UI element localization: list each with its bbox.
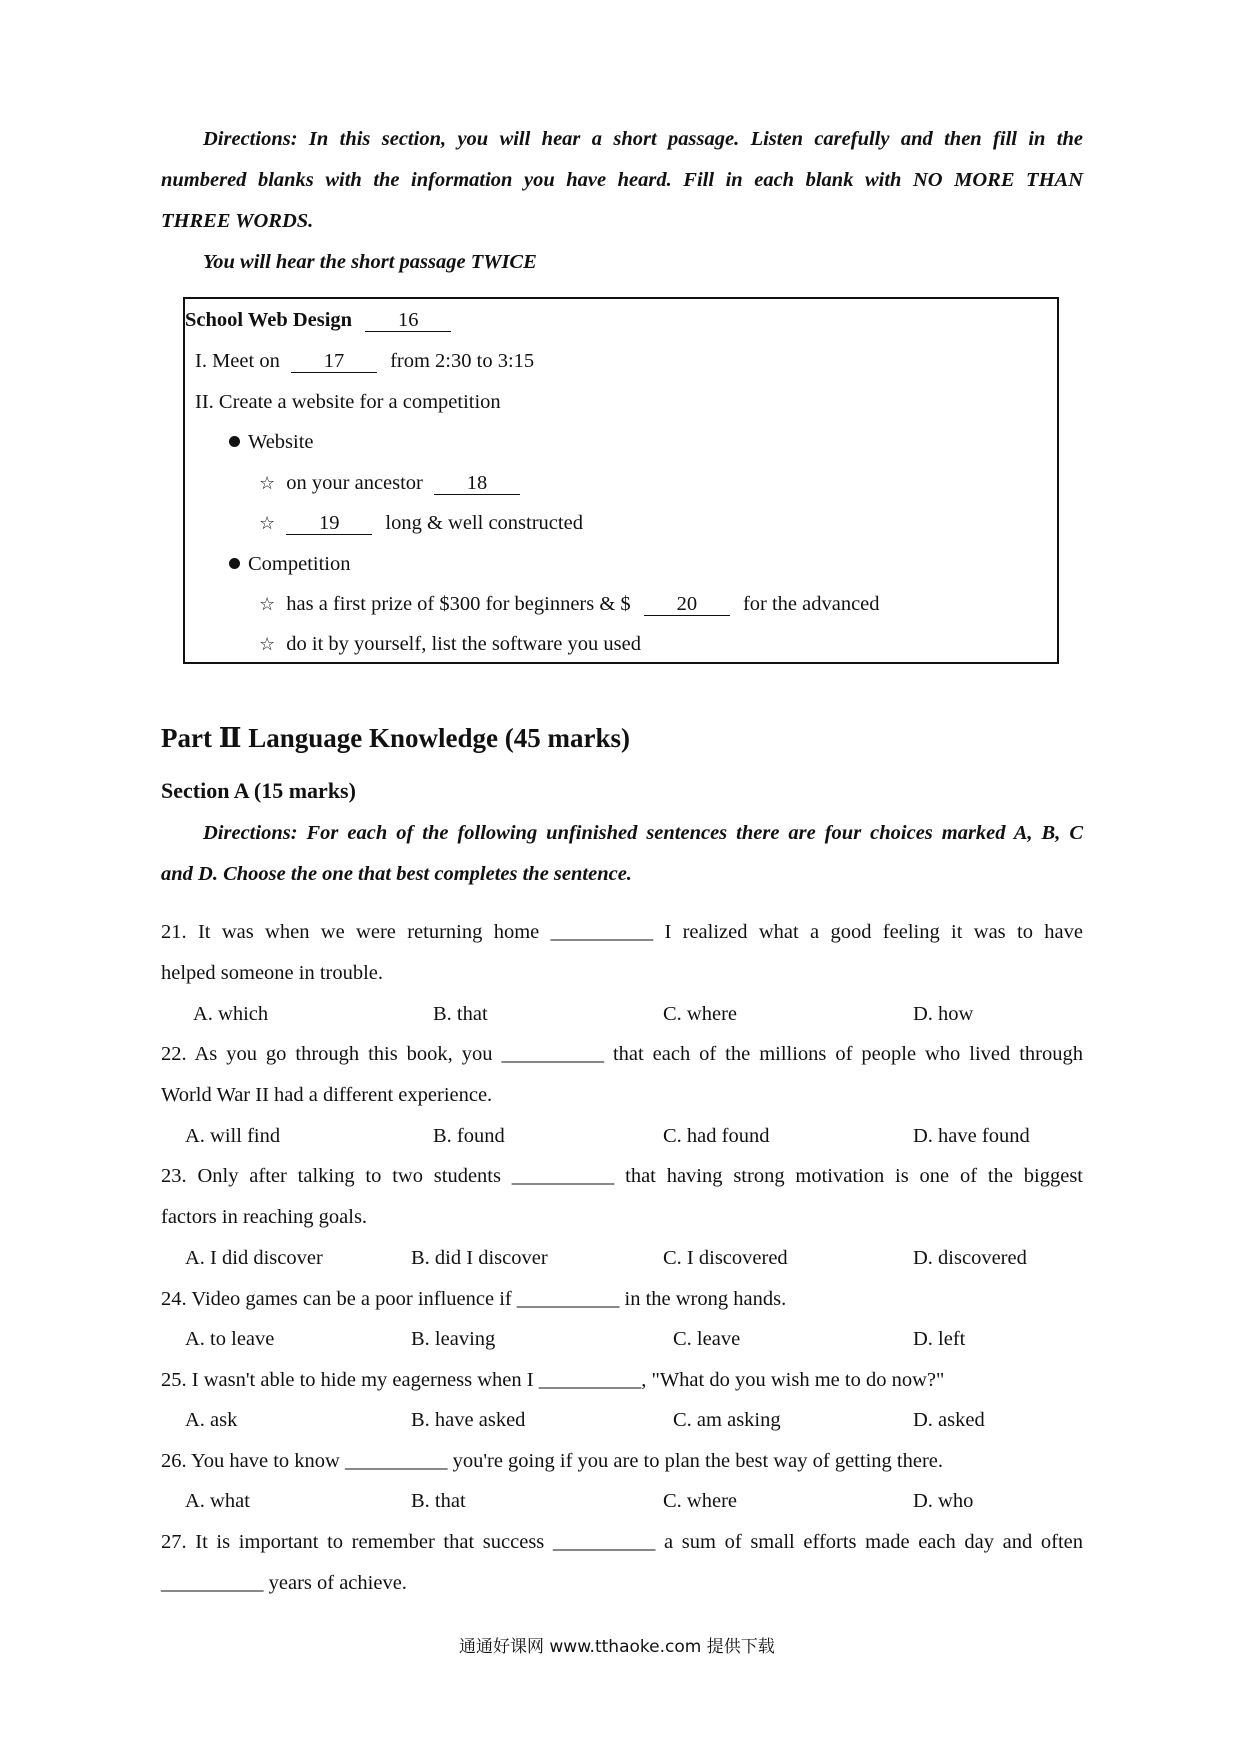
question-25-line1: 25. I wasn't able to hide my eagerness when I __________, "What do you wish me to do now?": [161, 1369, 945, 1391]
star-icon: ☆: [259, 513, 276, 534]
notes-website-line-1: [259, 470, 520, 497]
option-24-d[interactable]: D. left: [913, 1328, 966, 1350]
bullet-icon: [229, 436, 240, 447]
website-label: Website: [248, 431, 314, 453]
option-22-c[interactable]: C. had found: [663, 1125, 770, 1147]
question-21-line2: helped someone in trouble.: [161, 962, 384, 984]
option-26-c[interactable]: C. where: [663, 1490, 738, 1512]
part2-directions-line1: Directions: For each of the following unfinished sentences there are four choices marked A, B, C: [203, 822, 1083, 844]
question-26-line1: 26. You have to know __________ you're going if you are to plan the best way of getting there.: [161, 1450, 943, 1472]
website-line-2-suffix: long & well constructed: [385, 512, 583, 534]
option-21-b[interactable]: B. that: [433, 1003, 488, 1025]
question-22-line2: World War II had a different experience.: [161, 1084, 493, 1106]
option-21-c[interactable]: C. where: [663, 1003, 738, 1025]
notes-website-line-2: [259, 510, 583, 537]
page-footer: 通通好课网 www.tthaoke.com 提供下载: [459, 1637, 775, 1657]
option-25-a[interactable]: A. ask: [185, 1409, 238, 1431]
question-24-line1: 24. Video games can be a poor influence if __________ in the wrong hands.: [161, 1288, 787, 1310]
option-21-a[interactable]: A. which: [193, 1003, 269, 1025]
star-icon: ☆: [259, 473, 276, 494]
competition-line-1-prefix: has a first prize of $300 for beginners & $: [286, 593, 631, 615]
listening-directions-line3: THREE WORDS.: [161, 210, 314, 232]
option-24-a[interactable]: A. to leave: [185, 1328, 275, 1350]
notes-item-1-prefix: I. Meet on: [195, 350, 280, 372]
option-23-a[interactable]: A. I did discover: [185, 1247, 323, 1269]
question-22-line1: 22. As you go through this book, you __________ that each of the millions of people who lived through: [161, 1043, 1083, 1065]
option-23-c[interactable]: C. I discovered: [663, 1247, 788, 1269]
question-27-line1: 27. It is important to remember that success __________ a sum of small efforts made each day and often: [161, 1531, 1083, 1553]
question-23-line1: 23. Only after talking to two students __________ that having strong motivation is one of the biggest: [161, 1165, 1083, 1187]
part2-directions-line2: and D. Choose the one that best completes the sentence.: [161, 863, 632, 885]
option-22-a[interactable]: A. will find: [185, 1125, 281, 1147]
notes-competition-heading: [229, 551, 351, 577]
option-22-d[interactable]: D. have found: [913, 1125, 1030, 1147]
option-24-c[interactable]: C. leave: [673, 1328, 741, 1350]
notes-title: [185, 307, 451, 333]
answer-blank-19[interactable]: 19: [286, 512, 372, 535]
option-23-d[interactable]: D. discovered: [913, 1247, 1027, 1269]
notes-website-heading: [229, 429, 314, 455]
question-23-line2: factors in reaching goals.: [161, 1206, 368, 1228]
option-24-b[interactable]: B. leaving: [411, 1328, 496, 1350]
option-26-b[interactable]: B. that: [411, 1490, 466, 1512]
answer-blank-20[interactable]: 20: [644, 593, 730, 616]
competition-line-1-suffix: for the advanced: [742, 593, 880, 615]
website-line-1-prefix: on your ancestor: [286, 472, 423, 494]
question-21-line1: 21. It was when we were returning home __________ I realized what a good feeling it was to have: [161, 921, 1083, 943]
option-21-d[interactable]: D. how: [913, 1003, 974, 1025]
section-a-heading: Section A (15 marks): [161, 778, 356, 803]
competition-line-2-text: do it by yourself, list the software you used: [286, 633, 641, 655]
option-22-b[interactable]: B. found: [433, 1125, 505, 1147]
listening-directions-line1: Directions: In this section, you will hear a short passage. Listen carefully and then fill in the: [203, 128, 1083, 150]
answer-blank-17[interactable]: 17: [291, 350, 377, 373]
notes-item-1-suffix: from 2:30 to 3:15: [390, 350, 535, 372]
notes-competition-line-2: [259, 631, 641, 658]
option-25-b[interactable]: B. have asked: [411, 1409, 526, 1431]
listening-directions-line2: numbered blanks with the information you have heard. Fill in each blank with NO MORE THAN: [161, 169, 1083, 191]
notes-item-2: II. Create a website for a competition: [195, 391, 501, 413]
option-23-b[interactable]: B. did I discover: [411, 1247, 548, 1269]
competition-label: Competition: [248, 553, 351, 575]
option-25-c[interactable]: C. am asking: [673, 1409, 781, 1431]
notes-item-1: [195, 348, 534, 374]
option-25-d[interactable]: D. asked: [913, 1409, 985, 1431]
option-26-a[interactable]: A. what: [185, 1490, 250, 1512]
part-heading: Part Ⅱ Language Knowledge (45 marks): [161, 723, 630, 753]
star-icon: ☆: [259, 594, 276, 615]
notes-title-text: School Web Design: [185, 309, 353, 331]
star-icon: ☆: [259, 634, 276, 655]
notes-competition-line-1: [259, 591, 880, 618]
bullet-icon: [229, 558, 240, 569]
question-27-line2: __________ years of achieve.: [161, 1572, 407, 1594]
listening-directions-line4: You will hear the short passage TWICE: [203, 251, 537, 273]
option-26-d[interactable]: D. who: [913, 1490, 974, 1512]
answer-blank-18[interactable]: 18: [434, 472, 520, 495]
answer-blank-16[interactable]: 16: [365, 309, 451, 332]
